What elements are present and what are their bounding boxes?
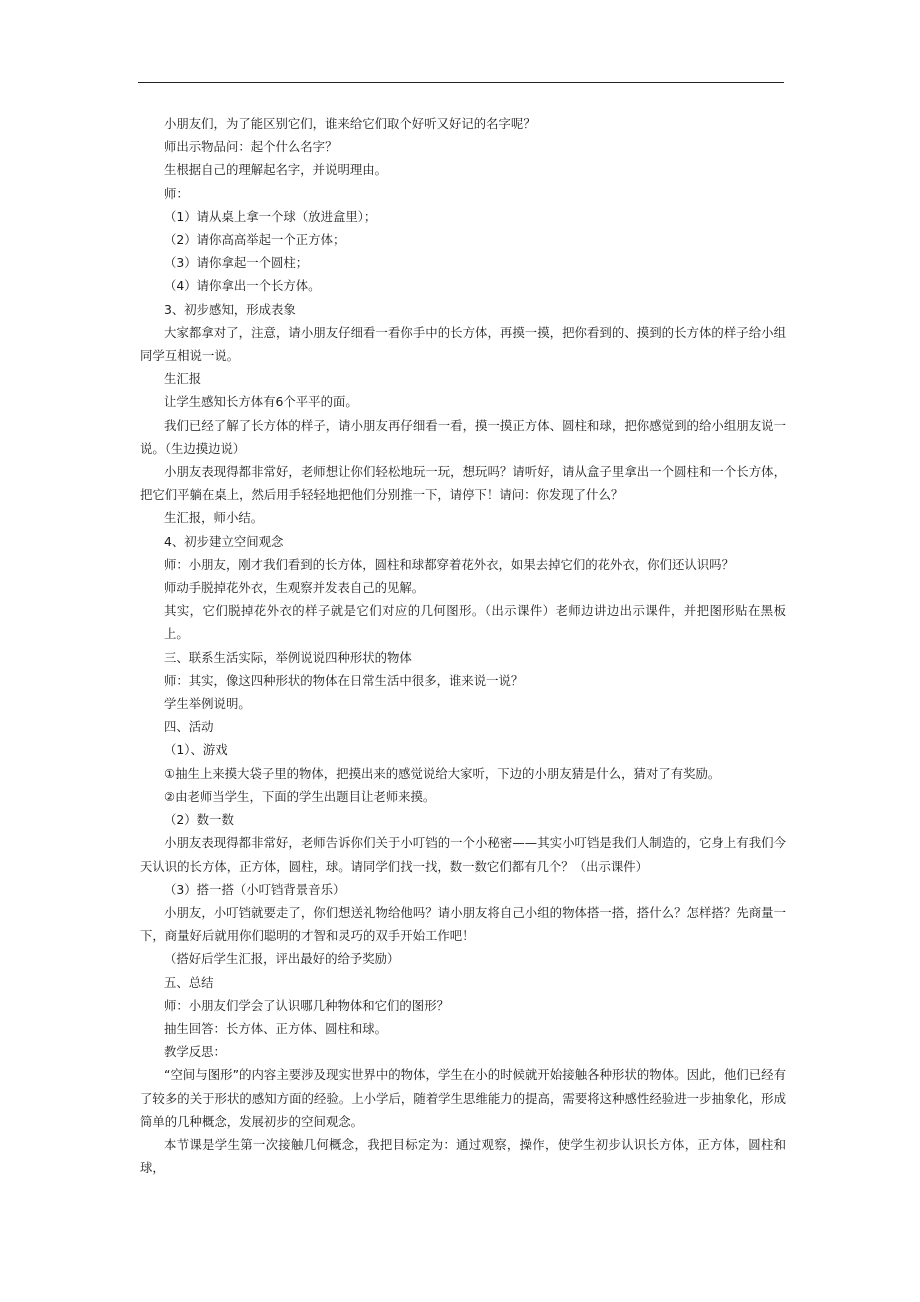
paragraph: 教学反思：: [164, 1044, 226, 1060]
list-item: ①抽生上来摸大袋子里的物体，把摸出来的感觉说给大家听，下边的小朋友猜是什么，猜对了有奖励。: [164, 765, 721, 781]
paragraph: 小朋友们，为了能区别它们，谁来给它们取个好听又好记的名字呢？: [164, 116, 536, 131]
list-item: （3）请你拿起一个圆柱；: [164, 255, 309, 271]
list-item: （1）、游戏: [164, 742, 228, 758]
list-item: （1）请从桌上拿一个球（放进盒里）；: [164, 208, 377, 224]
document-body: [140, 112, 786, 1179]
list-item: （2）数一数: [164, 812, 234, 828]
paragraph: 大家都拿对了，注意，请小朋友仔细看一看你手中的长方体，再摸一摸，把你看到的、摸到的长方体的样子给小组同学互相说一说。: [140, 324, 786, 364]
section-heading: 四、活动: [164, 719, 214, 735]
paragraph: 小朋友表现得都非常好，老师告诉你们关于小叮铛的一个小秘密——其实小叮铛是我们人制造的，它身上有我们今天认识的长方体，正方体，圆柱，球。请同学们找一找，数一数它们都有几个？（出示课件）: [140, 835, 786, 874]
list-item: ②由老师当学生，下面的学生出题目让老师来摸。: [164, 788, 436, 804]
paragraph: 师：小朋友们学会了认识哪几种物体和它们的图形？: [164, 997, 449, 1013]
paragraph: （搭好后学生汇报，评出最好的给予奖励）: [164, 951, 400, 967]
list-item: （4）请你拿出一个长方体。: [164, 278, 321, 294]
paragraph: “空间与图形”的内容主要涉及现实世界中的物体，学生在小的时候就开始接触各种形状的物体。因此，他们已经有了较多的关于形状的感知方面的经验。上小学后，随着学生思维能力的提高，需要将这种感性经验进一步抽象化，形成简单的几种概念，发展初步的空间观念。: [140, 1067, 786, 1129]
section-heading: 五、总结: [164, 974, 214, 990]
paragraph: 抽生回答：长方体、正方体、圆柱和球。: [164, 1020, 388, 1036]
section-heading: 三、联系生活实际，举例说说四种形状的物体: [164, 649, 412, 665]
paragraph: 生汇报: [164, 371, 202, 387]
list-item: （2）请你高高举起一个正方体；: [164, 232, 346, 248]
paragraph: 师：小朋友，刚才我们看到的长方体，圆柱和球都穿着花外衣，如果去掉它们的花外衣，你们还认识吗？: [164, 556, 734, 572]
paragraph: 生汇报，师小结。: [164, 510, 264, 526]
paragraph: 师出示物品问：起个什么名字？: [164, 139, 338, 155]
paragraph: 师：其实，像这四种形状的物体在日常生活中很多，谁来说一说？: [164, 672, 524, 688]
paragraph: 小朋友，小叮铛就要走了，你们想送礼物给他吗？请小朋友将自己小组的物体搭一搭，搭什么？怎样搭？先商量一下，商量好后就用你们聪明的才智和灵巧的双手开始工作吧！: [140, 904, 786, 944]
header-rule: [138, 82, 784, 83]
paragraph: 我们已经了解了长方体的样子，请小朋友再仔细看一看，摸一摸正方体、圆柱和球，把你感觉到的给小组朋友说一说。（生边摸边说）: [140, 417, 786, 456]
list-item: （3）搭一搭（小叮铛背景音乐）: [164, 881, 346, 897]
section-heading: 3、初步感知，形成表象: [164, 301, 296, 317]
paragraph: 师：: [164, 185, 189, 201]
paragraph: 小朋友表现得都非常好，老师想让你们轻松地玩一玩，想玩吗？请听好，请从盒子里拿出一个圆柱和一个长方体，把它们平躺在桌上，然后用手轻轻地把他们分别推一下，请停下！请问：你发现了什么？: [140, 464, 786, 503]
paragraph: 本节课是学生第一次接触几何概念，我把目标定为：通过观察，操作，使学生初步认识长方体，正方体，圆柱和球，: [140, 1136, 786, 1176]
paragraph: 学生举例说明。: [164, 696, 251, 712]
section-heading: 4、初步建立空间观念: [164, 533, 284, 549]
paragraph: 让学生感知长方体有6个平平的面。: [164, 394, 358, 410]
paragraph: 生根据自己的理解起名字，并说明理由。: [164, 162, 388, 178]
paragraph: 师动手脱掉花外衣，生观察并发表自己的见解。: [164, 580, 425, 596]
paragraph: 其实，它们脱掉花外衣的样子就是它们对应的几何图形。（出示课件）老师边讲边出示课件，并把图形贴在黑板上。: [164, 603, 786, 642]
